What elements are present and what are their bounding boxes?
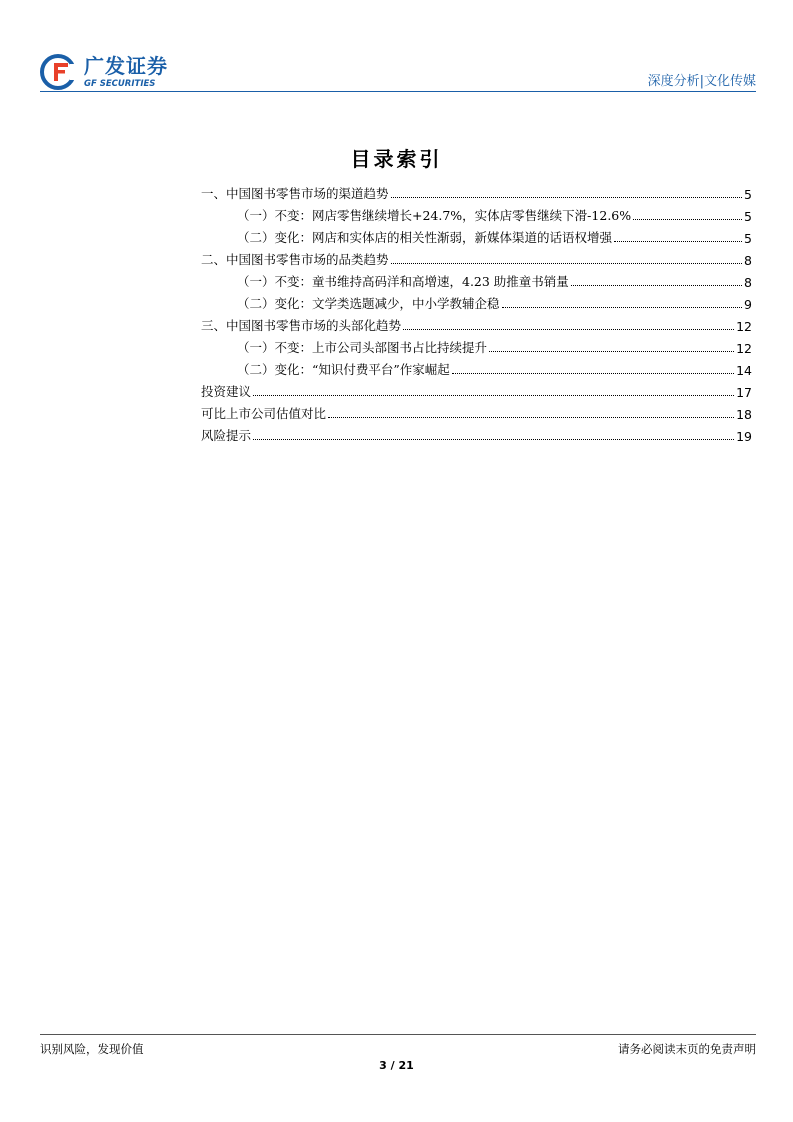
toc-leader-dots bbox=[403, 329, 734, 330]
table-of-contents bbox=[201, 180, 752, 444]
toc-entry-page: 5 bbox=[744, 187, 752, 202]
toc-leader-dots bbox=[253, 395, 734, 396]
footer-disclaimer-note: 请务必阅读末页的免责声明 bbox=[618, 1042, 756, 1056]
toc-entry[interactable] bbox=[201, 356, 752, 378]
toc-entry-text: 二、中国图书零售市场的品类趋势 bbox=[201, 252, 389, 267]
toc-entry[interactable] bbox=[201, 224, 752, 246]
toc-leader-dots bbox=[571, 285, 742, 286]
logo-english-name: GF SECURITIES bbox=[84, 79, 156, 89]
gf-securities-logo bbox=[40, 52, 180, 92]
toc-leader-dots bbox=[502, 307, 743, 308]
toc-entry-text: 一、中国图书零售市场的渠道趋势 bbox=[201, 186, 389, 201]
toc-entry[interactable] bbox=[201, 246, 752, 268]
toc-entry[interactable] bbox=[201, 378, 752, 400]
footer-divider bbox=[40, 1034, 756, 1035]
toc-entry[interactable] bbox=[201, 334, 752, 356]
toc-entry-text: 可比上市公司估值对比 bbox=[201, 406, 327, 421]
toc-entry-page: 19 bbox=[736, 429, 752, 444]
page-header bbox=[40, 52, 756, 92]
page-number: 3 / 21 bbox=[379, 1059, 414, 1072]
toc-entry-text: （二）变化：文学类选题减少，中小学教辅企稳 bbox=[237, 296, 500, 311]
footer-slogan: 识别风险，发现价值 bbox=[40, 1042, 144, 1056]
toc-entry[interactable] bbox=[201, 400, 752, 422]
toc-leader-dots bbox=[633, 219, 742, 220]
toc-entry[interactable] bbox=[201, 422, 752, 444]
toc-entry-text: 投资建议 bbox=[201, 384, 252, 399]
toc-entry-page: 14 bbox=[736, 363, 752, 378]
gf-logo-icon bbox=[40, 54, 78, 90]
toc-entry[interactable] bbox=[201, 312, 752, 334]
toc-entry[interactable] bbox=[201, 268, 752, 290]
toc-leader-dots bbox=[391, 197, 743, 198]
toc-leader-dots bbox=[253, 439, 734, 440]
toc-entry-page: 8 bbox=[744, 253, 752, 268]
toc-entry-text: （二）变化：“知识付费平台”作家崛起 bbox=[237, 362, 450, 377]
toc-entry[interactable] bbox=[201, 202, 752, 224]
toc-entry-text: （一）不变：上市公司头部图书占比持续提升 bbox=[237, 340, 488, 355]
toc-leader-dots bbox=[614, 241, 742, 242]
toc-entry-page: 5 bbox=[744, 209, 752, 224]
toc-entry-page: 5 bbox=[744, 231, 752, 246]
report-type-label: 深度分析|文化传媒 bbox=[647, 74, 756, 89]
toc-title: 目录索引 bbox=[350, 147, 443, 171]
toc-leader-dots bbox=[452, 373, 734, 374]
toc-entry[interactable] bbox=[201, 180, 752, 202]
toc-entry-page: 12 bbox=[736, 341, 752, 356]
toc-entry-text: （一）不变：童书维持高码洋和高增速，4.23 助推童书销量 bbox=[237, 274, 569, 289]
toc-leader-dots bbox=[391, 263, 743, 264]
toc-leader-dots bbox=[328, 417, 734, 418]
toc-entry-text: 风险提示 bbox=[201, 428, 252, 443]
toc-leader-dots bbox=[489, 351, 734, 352]
header-divider bbox=[40, 91, 756, 92]
toc-entry[interactable] bbox=[201, 290, 752, 312]
toc-entry-page: 8 bbox=[744, 275, 752, 290]
toc-entry-page: 12 bbox=[736, 319, 752, 334]
logo-chinese-name: 广发证券 bbox=[84, 54, 168, 78]
toc-entry-text: （一）不变：网店零售继续增长+24.7%，实体店零售继续下滑-12.6% bbox=[237, 208, 632, 223]
toc-entry-page: 9 bbox=[744, 297, 752, 312]
toc-entry-page: 18 bbox=[736, 407, 752, 422]
toc-entry-page: 17 bbox=[736, 385, 752, 400]
toc-entry-text: 三、中国图书零售市场的头部化趋势 bbox=[201, 318, 402, 333]
toc-entry-text: （二）变化：网店和实体店的相关性渐弱，新媒体渠道的话语权增强 bbox=[237, 230, 613, 245]
